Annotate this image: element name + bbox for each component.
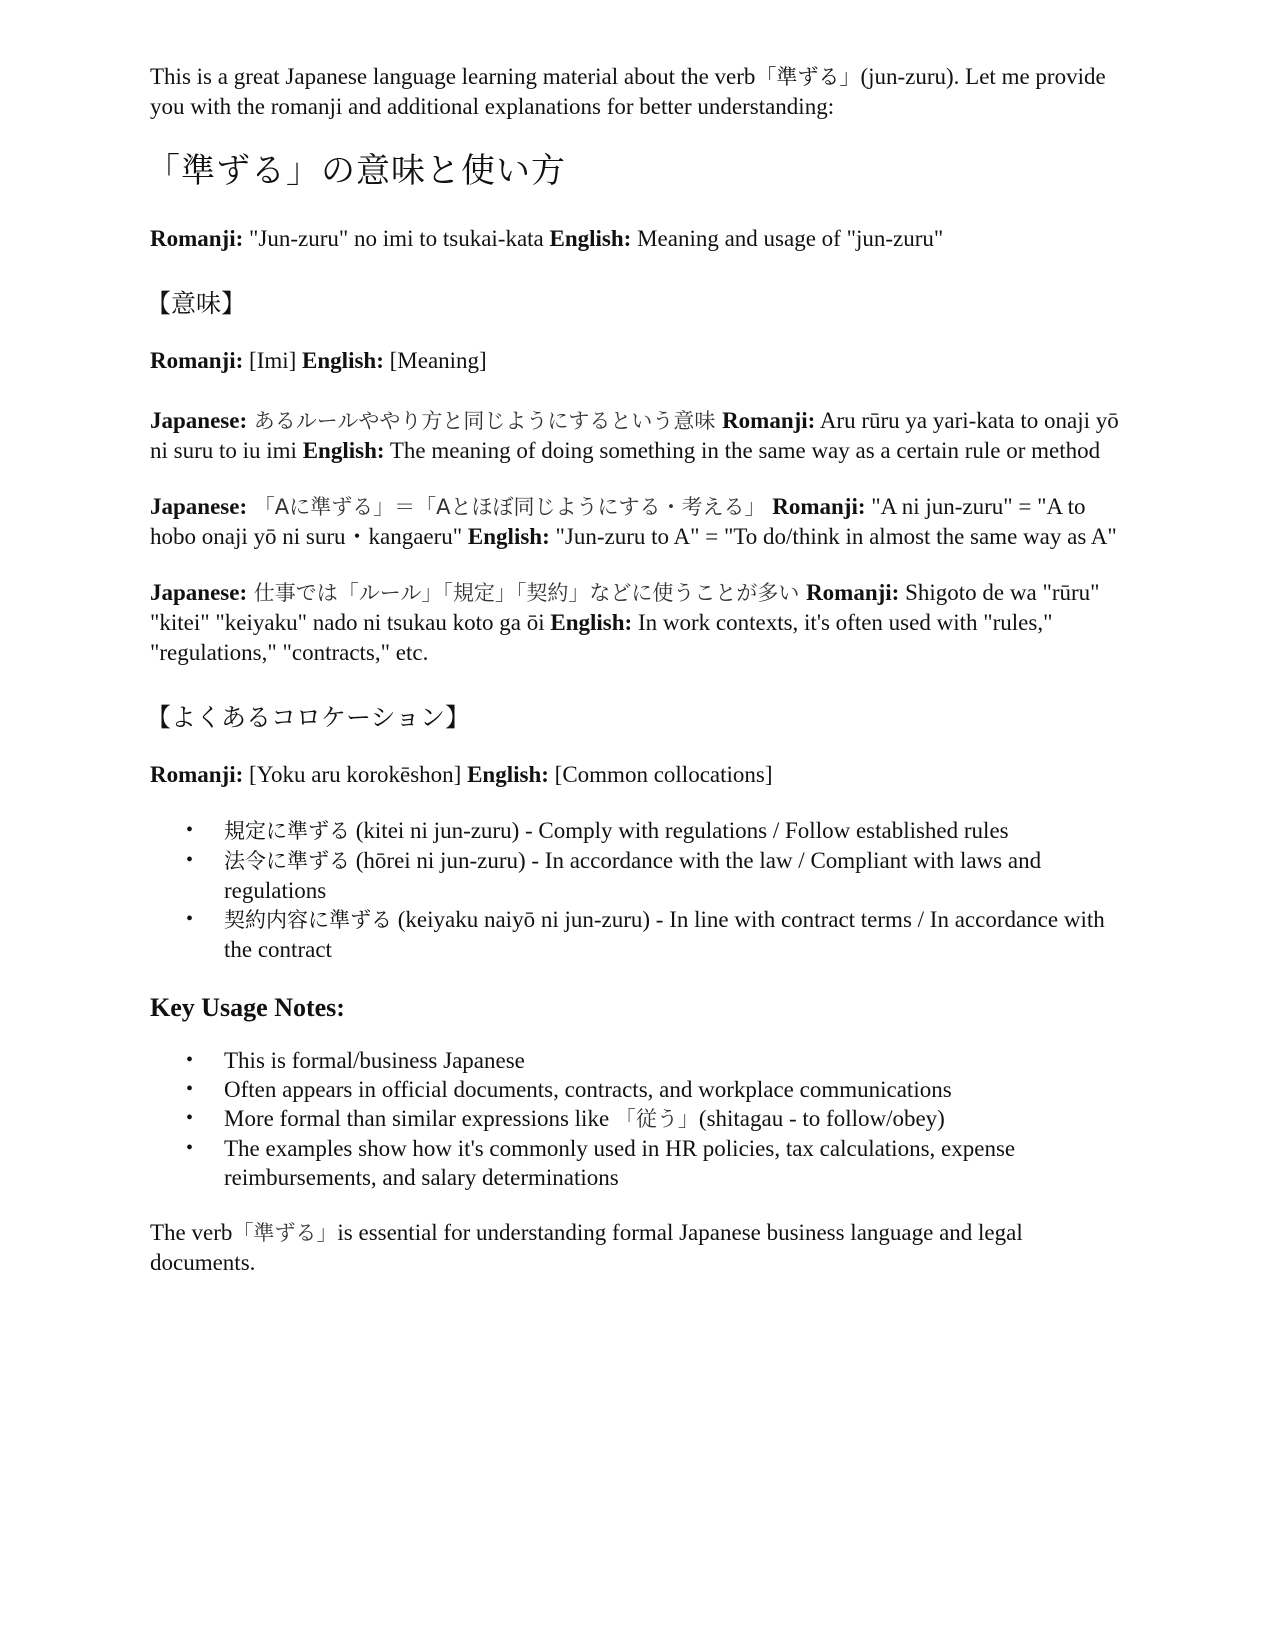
- english-label: English:: [549, 226, 632, 251]
- list-item: [224, 846, 1120, 905]
- list-item: • Often appears in official documents, contracts, and workplace communications: [224, 1075, 1120, 1104]
- romanji-label: Romanji:: [150, 226, 244, 251]
- meaning-entry: [150, 578, 1120, 668]
- note-text-before: More formal than similar expressions like: [224, 1106, 615, 1131]
- english-label: English:: [467, 524, 550, 549]
- intro-text-after: (jun-zuru). Let me provide you with the romanji and additional explanations for better understanding:: [150, 64, 1106, 119]
- collocation-text: (keiyaku naiyō ni jun-zuru) - In line with contract terms / In accordance with the contract: [224, 907, 1105, 962]
- closing-verb: 「準ずる」: [232, 1221, 338, 1245]
- english-text: [Meaning]: [383, 348, 487, 373]
- romanji-text: Shigoto de wa "rūru" "kitei" "keiyaku" nado ni tsukau koto ga ōi: [150, 580, 1100, 635]
- meaning-heading: 【意味】: [146, 289, 247, 318]
- list-item: • The examples show how it's commonly used in HR policies, tax calculations, expense reimbursements, and salary determinations: [224, 1134, 1120, 1192]
- intro-text-before: This is a great Japanese language learning material about the verb: [150, 64, 756, 89]
- list-item: [224, 905, 1120, 964]
- notes-heading: Key Usage Notes:: [150, 993, 345, 1022]
- japanese-label: Japanese:: [150, 408, 248, 433]
- collocations-gloss: [150, 760, 1120, 790]
- list-item: • This is formal/business Japanese: [224, 1046, 1120, 1075]
- romanji-text: "A ni jun-zuru" = "A to hobo onaji yō ni suru・kangaeru": [150, 494, 1086, 549]
- meaning-gloss: [150, 346, 1120, 376]
- intro-verb: 「準ずる」: [755, 65, 861, 89]
- collocation-text: (hōrei ni jun-zuru) - In accordance with the law / Compliant with laws and regulations: [224, 848, 1042, 903]
- document-page: [146, 62, 1120, 1278]
- collocations-heading: 【よくあるコロケーション】: [146, 703, 471, 732]
- closing-paragraph: [150, 1218, 1120, 1278]
- japanese-label: Japanese:: [150, 580, 248, 605]
- note-jp-term: 「従う」: [614, 1107, 699, 1131]
- closing-text-before: The verb: [150, 1220, 233, 1245]
- romanji-text: [Imi]: [243, 348, 303, 373]
- page-title: 「準ずる」の意味と使い方: [146, 151, 566, 191]
- collocations-list: [150, 816, 1120, 964]
- english-text: [Common collocations]: [548, 762, 773, 787]
- english-label: English:: [467, 762, 549, 787]
- note-text-after: (shitagau - to follow/obey): [698, 1106, 945, 1131]
- collocation-term: 規定に準ずる: [224, 819, 350, 843]
- collocation-term: 法令に準ずる: [224, 849, 350, 873]
- notes-list: [150, 1046, 1120, 1192]
- english-text: In work contexts, it's often used with "rules," "regulations," "contracts," etc.: [150, 610, 1053, 665]
- english-text: Meaning and usage of "jun-zuru": [631, 226, 944, 251]
- japanese-label: Japanese:: [150, 494, 248, 519]
- title-gloss: [150, 224, 1120, 254]
- english-text: The meaning of doing something in the same way as a certain rule or method: [384, 438, 1101, 463]
- japanese-text: 「Aに準ずる」＝「Aとほぼ同じようにする・考える」: [247, 495, 773, 519]
- english-label: English:: [302, 348, 384, 373]
- list-item: [224, 1104, 1120, 1134]
- romanji-text: Aru rūru ya yari-kata to onaji yō ni suru to iu imi: [150, 408, 1119, 463]
- closing-text-after: is essential for understanding formal Japanese business language and legal documents.: [150, 1220, 1023, 1275]
- romanji-label: Romanji:: [806, 580, 900, 605]
- romanji-text: "Jun-zuru" no imi to tsukai-kata: [243, 226, 550, 251]
- collocation-term: 契約内容に準ずる: [224, 908, 392, 932]
- romanji-label: Romanji:: [150, 762, 244, 787]
- meaning-entry: [150, 492, 1120, 552]
- english-label: English:: [550, 610, 633, 635]
- japanese-text: 仕事では「ルール」「規定」「契約」などに使うことが多い: [247, 581, 807, 605]
- english-label: English:: [302, 438, 385, 463]
- meaning-entry: [150, 406, 1120, 466]
- list-item: [224, 816, 1120, 846]
- romanji-text: [Yoku aru korokēshon]: [243, 762, 468, 787]
- romanji-label: Romanji:: [772, 494, 866, 519]
- collocation-text: (kitei ni jun-zuru) - Comply with regulations / Follow established rules: [350, 818, 1009, 843]
- japanese-text: あるルールややり方と同じようにするという意味: [247, 409, 723, 433]
- romanji-label: Romanji:: [150, 348, 244, 373]
- english-text: "Jun-zuru to A" = "To do/think in almost the same way as A": [549, 524, 1117, 549]
- romanji-label: Romanji:: [722, 408, 816, 433]
- intro-paragraph: [150, 62, 1120, 122]
